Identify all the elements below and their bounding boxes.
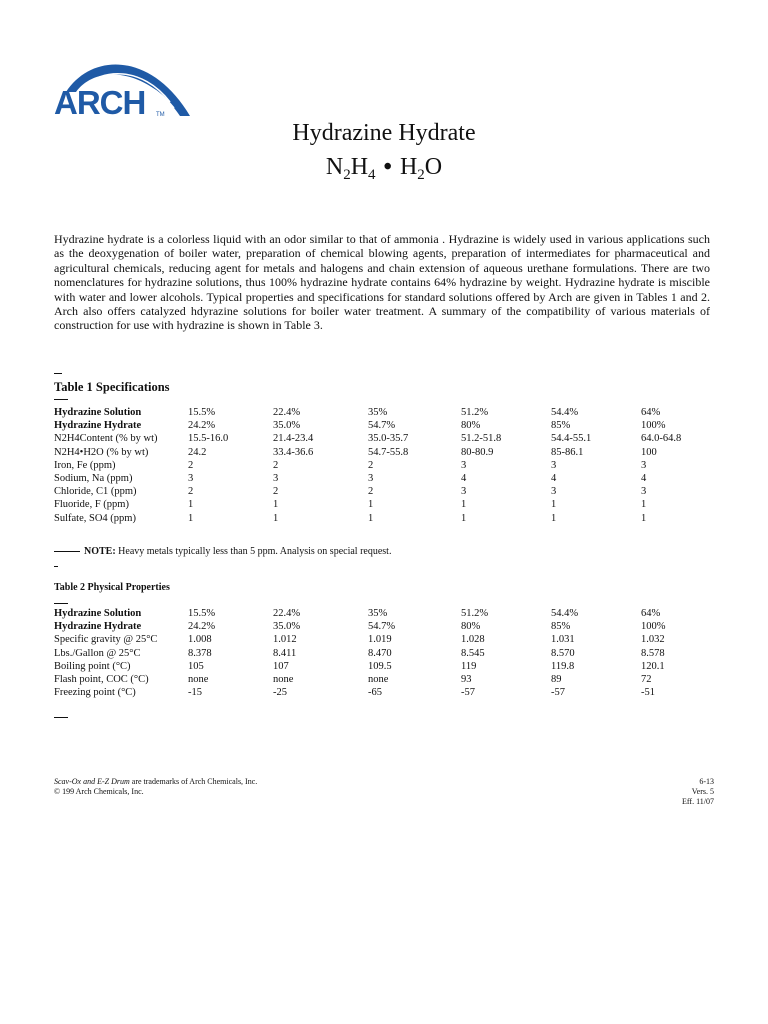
table-cell: -25 [273,687,287,699]
row-label: Sodium, Na (ppm) [54,473,133,485]
table-cell: 54.7% [368,420,396,432]
table-cell: 3 [551,486,557,498]
section-divider [54,566,58,567]
table-cell: 1 [551,512,557,524]
table-cell: 80% [461,621,481,633]
table-cell: 22.4% [273,608,301,619]
table-cell: 89 [551,674,562,686]
table-cell: 35.0% [273,621,301,633]
table-row [54,432,721,445]
table-cell: 2 [273,459,279,471]
effective-date: Eff. 11/07 [682,797,714,807]
table-cell: 100 [641,446,657,458]
table-cell: 33.4-36.6 [273,446,314,458]
page-title: Hydrazine Hydrate [292,120,476,146]
table-cell: 8.570 [551,647,575,659]
table-cell: 15.5% [188,608,216,619]
table-cell: 1.028 [461,634,485,646]
table-cell: 2 [368,486,374,498]
row-label: N2H4•H2O (% by wt) [54,446,149,458]
table-cell: 54.4% [551,407,579,418]
table-cell: 51.2-51.8 [461,433,502,445]
table-cell: 64% [641,407,661,418]
table1-title: Table 1 Specifications [54,380,170,394]
table-cell: 1 [273,499,279,511]
table-cell: 8.578 [641,647,665,659]
footer-right [682,777,714,808]
table-cell: 107 [273,660,289,672]
table-row [54,472,721,485]
version-label: Vers. 5 [691,787,714,797]
section-divider [54,373,62,374]
logo-trademark: TM [156,112,165,118]
table-row [54,633,721,646]
table-cell: 1 [188,499,194,511]
table-cell: 15.5-16.0 [188,433,229,445]
table-cell: 1 [461,499,467,511]
table-row [54,406,721,419]
table-cell: 4 [641,473,647,485]
row-label: Hydrazine Hydrate [54,420,142,432]
table-cell: 85% [551,621,571,633]
physical-properties-table [54,607,721,699]
table-cell: 3 [461,486,467,498]
table-cell: 22.4% [273,407,301,418]
table-row [54,607,721,620]
footer-left [54,777,257,797]
table-cell: 1.008 [188,634,212,646]
table-cell: 64.0-64.8 [641,433,682,445]
row-label: Hydrazine Hydrate [54,621,142,633]
table-cell: 1.012 [273,634,297,646]
table-cell: 2 [368,459,374,471]
arch-logo [52,58,192,122]
table-cell: 2 [188,459,194,471]
row-label: Chloride, C1 (ppm) [54,486,137,498]
note: NOTE: Heavy metals typically less than 5 ppm. Analysis on special request. [54,546,391,557]
table-row [54,620,721,633]
table-row [54,686,721,699]
table-cell: 35% [368,608,388,619]
table-cell: 119 [461,660,477,672]
table-cell: 1 [368,512,374,524]
table-cell: 51.2% [461,407,489,418]
table-cell: 100% [641,420,666,432]
table-cell: 3 [368,473,374,485]
row-label: Flash point, COC (°C) [54,674,149,686]
table-cell: 105 [188,660,204,672]
table-cell: none [368,674,389,686]
table-cell: 54.7% [368,621,396,633]
table-cell: 8.545 [461,647,485,659]
table-cell: 100% [641,621,666,633]
section-divider [54,399,68,400]
table-row [54,446,721,459]
table2-title: Table 2 Physical Properties [54,582,170,593]
table-cell: 1.032 [641,634,665,646]
table-cell: 1 [188,512,194,524]
note-rule [54,551,80,552]
table-cell: 2 [188,486,194,498]
table-row [54,485,721,498]
table-cell: 3 [551,459,557,471]
row-label: Boiling point (°C) [54,660,131,672]
table-cell: none [273,674,294,686]
table-row [54,419,721,432]
table-cell: 54.7-55.8 [368,446,409,458]
table-cell: 1.031 [551,634,575,646]
row-label: Hydrazine Solution [54,608,142,619]
logo-wordmark: ARCH [54,84,146,121]
page-number: 6-13 [699,777,714,786]
copyright-line: © 199 Arch Chemicals, Inc. [54,787,144,797]
row-label: N2H4Content (% by wt) [54,433,158,445]
table-cell: 24.2 [188,446,207,458]
table-row [54,660,721,673]
table-cell: 35.0-35.7 [368,433,409,445]
table-cell: 3 [641,459,647,471]
table-cell: 1 [368,499,374,511]
row-label: Lbs./Gallon @ 25°C [54,647,141,659]
table-cell: 35% [368,407,388,418]
table-cell: 3 [641,486,647,498]
table-cell: 80-80.9 [461,446,494,458]
table-cell: 64% [641,608,661,619]
table-cell: 85% [551,420,571,432]
table-cell: 4 [461,473,467,485]
table-cell: 2 [273,486,279,498]
row-label: Fluoride, F (ppm) [54,499,129,511]
table-cell: 24.2% [188,621,216,633]
table-cell: 4 [551,473,557,485]
table-cell: -57 [461,687,475,699]
table-cell: 8.470 [368,647,392,659]
table-cell: 1 [461,512,467,524]
table-cell: 1 [551,499,557,511]
table-cell: -57 [551,687,565,699]
table-cell: 8.411 [273,647,297,659]
row-label: Iron, Fe (ppm) [54,459,116,471]
trademark-line: Scav-Ox and E-Z Drum are trademarks of Arch Chemicals, Inc. [54,777,258,786]
table-cell: 51.2% [461,608,489,619]
table-cell: 15.5% [188,407,216,418]
table-cell: 119.8 [551,660,575,672]
intro-paragraph: Hydrazine hydrate is a colorless liquid with an odor similar to that of ammonia . Hydrazine is widely used in various applications such as the deoxygenation of boiler water, preparation of chemical blowing agents, preparation of intermediates for pharmaceutical and agricultural chemicals, reducing agent for metals and halogens and chain extension of aqueous urethane formulations. There are two nomenclatures for hydrazine solutions, thus 100% hydrazine hydrate contains 64% hydrazine by weight. Hydrazine hydrate is miscible with water and lower alcohols. Typical properties and specifications for standard solutions offered by Arch are given in Tables 1 and 2. Arch also offers catalyzed hdyrazine solutions for boiler water treatment. A summary of the compatibility of various materials of construction for use with hydrazine is shown in Table 3. [54,232,710,333]
row-label: Hydrazine Solution [54,407,142,418]
chemical-formula: $N_2H_4$ • $H_2O$ [325,154,443,183]
table-cell: 1 [641,512,647,524]
table-row [54,512,721,525]
table-row [54,647,721,660]
table-cell: 54.4% [551,608,579,619]
table-cell: -65 [368,687,382,699]
table-cell: 3 [461,459,467,471]
table-cell: -51 [641,687,655,699]
table-cell: 109.5 [368,660,392,672]
section-divider [54,717,68,718]
table-cell: 80% [461,420,481,432]
table-cell: 93 [461,674,472,686]
table-cell: 3 [273,473,279,485]
table-cell: 1 [273,512,279,524]
table-cell: 8.378 [188,647,212,659]
table-cell: 120.1 [641,660,665,672]
section-divider [54,603,68,604]
table-cell: none [188,674,209,686]
table-cell: 72 [641,674,652,686]
table-cell: 3 [188,473,194,485]
specifications-table [54,406,721,525]
table-cell: 54.4-55.1 [551,433,592,445]
table-cell: 1.019 [368,634,392,646]
table-row [54,498,721,511]
row-label: Specific gravity @ 25°C [54,634,158,646]
table-row [54,673,721,686]
table-cell: -15 [188,687,202,699]
row-label: Freezing point (°C) [54,687,136,699]
table-cell: 35.0% [273,420,301,432]
table-cell: 21.4-23.4 [273,433,314,445]
row-label: Sulfate, SO4 (ppm) [54,512,136,524]
table-row [54,459,721,472]
table-cell: 1 [641,499,647,511]
table-cell: 85-86.1 [551,446,584,458]
table-cell: 24.2% [188,420,216,432]
